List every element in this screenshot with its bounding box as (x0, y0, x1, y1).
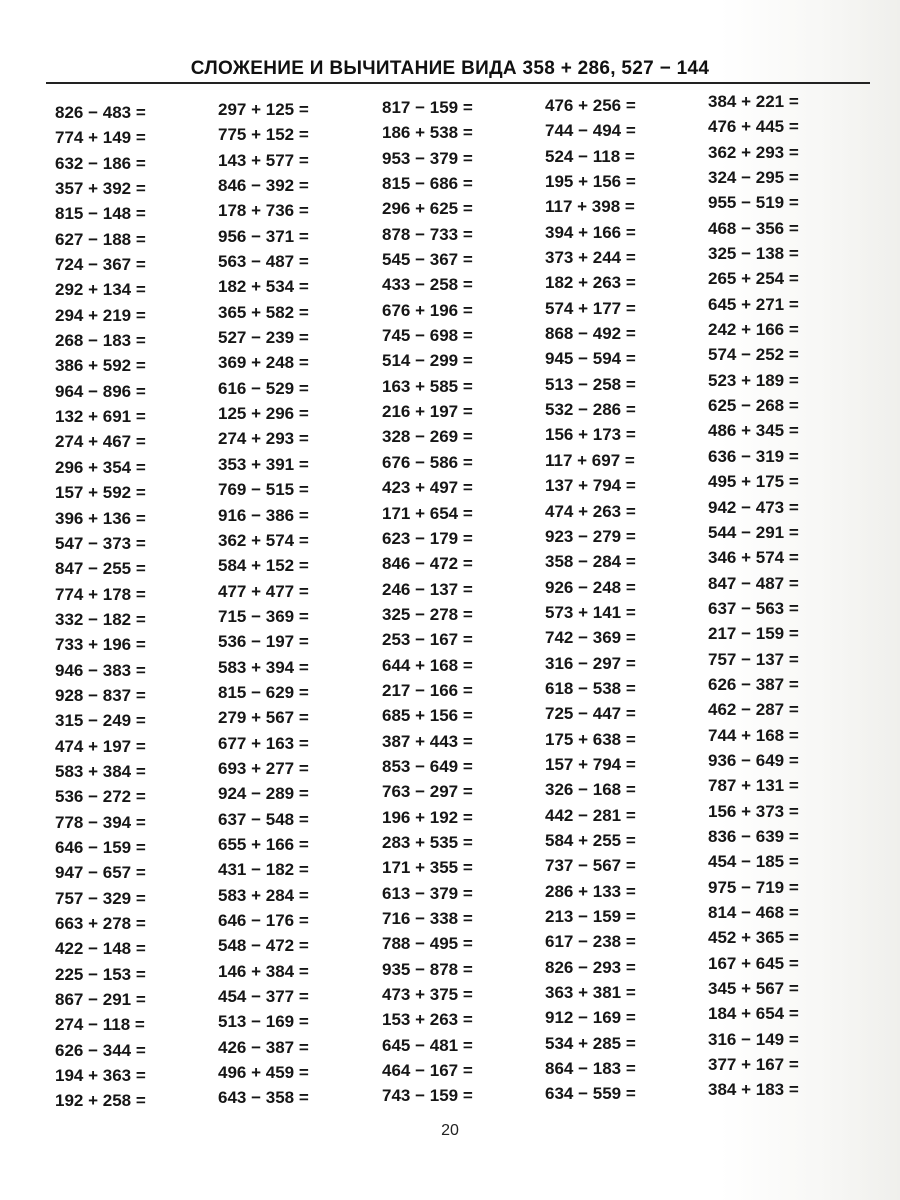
exercise-item: 157 + 592 = (55, 483, 146, 503)
exercise-item: 184 + 654 = (708, 1004, 799, 1024)
exercise-item: 316 − 297 = (545, 653, 636, 673)
title-underline (46, 82, 870, 84)
exercise-item: 296 + 354 = (55, 457, 146, 477)
exercise-item: 924 − 289 = (218, 784, 309, 804)
exercise-item: 523 + 189 = (708, 370, 799, 390)
exercise-item: 362 + 293 = (708, 142, 799, 162)
exercise-item: 253 − 167 = (382, 630, 473, 650)
exercise-item: 217 − 166 = (382, 680, 473, 700)
exercise-item: 916 − 386 = (218, 505, 309, 525)
exercise-item: 868 − 492 = (545, 324, 636, 344)
exercise-item: 926 − 248 = (545, 577, 636, 597)
exercise-item: 442 − 281 = (545, 805, 636, 825)
exercise-item: 814 − 468 = (708, 903, 799, 922)
exercise-item: 454 − 377 = (218, 987, 309, 1007)
exercise-item: 315 − 249 = (55, 711, 146, 731)
exercise-item: 935 − 878 = (382, 959, 473, 979)
exercise-item: 137 + 794 = (545, 476, 636, 496)
exercise-item: 268 − 183 = (55, 331, 146, 351)
exercise-item: 645 + 271 = (708, 294, 799, 314)
exercise-item: 474 + 263 = (545, 501, 636, 521)
exercise-item: 365 + 582 = (218, 302, 309, 322)
exercise-item: 928 − 837 = (55, 685, 146, 705)
exercise-item: 332 − 182 = (55, 609, 146, 629)
exercise-item: 645 − 481 = (382, 1035, 473, 1055)
exercise-item: 345 + 567 = (708, 979, 799, 999)
exercise-item: 815 − 629 = (218, 682, 309, 702)
exercise-item: 132 + 691 = (55, 407, 146, 427)
exercise-item: 636 − 319 = (708, 446, 799, 466)
exercise-item: 655 + 166 = (218, 834, 309, 854)
exercise-item: 286 + 133 = (545, 881, 636, 901)
exercise-item: 774 + 149 = (55, 128, 146, 148)
exercise-item: 296 + 625 = (382, 199, 473, 219)
exercise-item: 545 − 367 = (382, 250, 473, 270)
exercise-item: 693 + 277 = (218, 758, 309, 778)
exercise-column-4 (545, 93, 705, 1107)
exercise-item: 325 − 278 = (382, 604, 473, 624)
exercise-item: 956 − 371 = (218, 226, 309, 246)
exercise-item: 274 + 293 = (218, 429, 309, 449)
exercise-item: 182 + 534 = (218, 277, 309, 297)
exercise-item: 476 + 445 = (708, 117, 799, 137)
exercise-item: 194 + 363 = (55, 1066, 146, 1086)
exercise-item: 363 + 381 = (545, 983, 636, 1003)
exercise-item: 246 − 137 = (382, 579, 473, 599)
exercise-item: 817 − 159 = (382, 98, 473, 117)
exercise-item: 384 + 183 = (708, 1080, 799, 1100)
exercise-column-3 (382, 95, 542, 1109)
exercise-item: 192 + 258 = (55, 1091, 146, 1111)
exercise-item: 292 + 134 = (55, 280, 146, 300)
exercise-item: 362 + 574 = (218, 530, 309, 550)
exercise-item: 737 − 567 = (545, 856, 636, 876)
exercise-item: 778 − 394 = (55, 812, 146, 832)
exercise-item: 431 − 182 = (218, 860, 309, 880)
exercise-item: 396 + 136 = (55, 508, 146, 528)
exercise-item: 524 − 118 = (545, 146, 635, 166)
exercise-item: 464 − 167 = (382, 1061, 473, 1081)
exercise-item: 634 − 559 = (545, 1084, 636, 1104)
exercise-item: 583 + 394 = (218, 657, 309, 677)
exercise-item: 495 + 175 = (708, 472, 799, 492)
exercise-item: 513 − 169 = (218, 1012, 309, 1032)
exercise-item: 574 − 252 = (708, 345, 799, 365)
exercise-column-2 (218, 97, 378, 1111)
exercise-item: 583 + 284 = (218, 885, 309, 905)
exercise-item: 324 − 295 = (708, 168, 799, 188)
exercise-item: 583 + 384 = (55, 761, 146, 781)
exercise-item: 387 + 443 = (382, 731, 473, 751)
exercise-item: 744 − 494 = (545, 121, 636, 141)
exercise-item: 156 + 373 = (708, 801, 799, 821)
exercise-item: 923 − 279 = (545, 526, 636, 546)
exercise-item: 953 − 379 = (382, 148, 473, 168)
exercise-item: 279 + 567 = (218, 708, 309, 728)
exercise-item: 283 + 535 = (382, 832, 473, 852)
exercise-item: 775 + 152 = (218, 125, 309, 145)
exercise-item: 626 − 387 = (708, 674, 799, 694)
exercise-item: 325 − 138 = (708, 244, 799, 264)
exercise-item: 346 + 574 = (708, 548, 799, 568)
exercise-item: 912 − 169 = (545, 1008, 636, 1028)
exercise-item: 975 − 719 = (708, 877, 799, 897)
exercise-item: 744 + 168 = (708, 725, 799, 745)
exercise-item: 216 + 197 = (382, 402, 473, 422)
exercise-item: 946 − 383 = (55, 660, 146, 680)
exercise-item: 163 + 585 = (382, 376, 473, 396)
exercise-item: 745 − 698 = (382, 326, 473, 346)
exercise-item: 476 + 256 = (545, 96, 636, 115)
exercise-item: 353 + 391 = (218, 454, 309, 474)
exercise-item: 486 + 345 = (708, 421, 799, 441)
exercise-item: 826 − 293 = (545, 957, 636, 977)
exercise-item: 422 − 148 = (55, 939, 146, 959)
exercise-item: 625 − 268 = (708, 396, 799, 416)
exercise-item: 496 + 459 = (218, 1063, 309, 1083)
exercise-item: 725 − 447 = (545, 704, 636, 724)
exercise-item: 153 + 263 = (382, 1010, 473, 1030)
exercise-item: 774 + 178 = (55, 584, 146, 604)
exercise-item: 274 + 467 = (55, 432, 146, 452)
exercise-item: 452 + 365 = (708, 928, 799, 948)
exercise-item: 853 − 649 = (382, 756, 473, 776)
exercise-item: 182 + 263 = (545, 273, 636, 293)
exercise-item: 757 − 137 = (708, 649, 799, 669)
exercise-item: 196 + 192 = (382, 807, 473, 827)
exercise-item: 936 − 649 = (708, 750, 799, 770)
exercise-item: 242 + 166 = (708, 320, 799, 340)
exercise-item: 468 − 356 = (708, 218, 799, 238)
exercise-item: 117 + 398 = (545, 197, 635, 217)
exercise-item: 527 − 239 = (218, 328, 309, 348)
exercise-item: 846 − 392 = (218, 176, 309, 196)
exercise-item: 563 − 487 = (218, 252, 309, 272)
exercise-item: 743 − 159 = (382, 1086, 473, 1106)
exercise-item: 757 − 329 = (55, 888, 146, 908)
exercise-item: 584 + 152 = (218, 556, 309, 576)
exercise-item: 477 + 477 = (218, 581, 309, 601)
exercise-item: 426 − 387 = (218, 1037, 309, 1057)
exercise-item: 377 + 167 = (708, 1055, 799, 1075)
exercise-item: 637 − 548 = (218, 809, 309, 829)
exercise-item: 175 + 638 = (545, 729, 636, 749)
exercise-item: 826 − 483 = (55, 103, 146, 122)
exercise-item: 955 − 519 = (708, 193, 799, 213)
exercise-item: 548 − 472 = (218, 936, 309, 956)
exercise-item: 213 − 159 = (545, 907, 636, 926)
exercise-item: 836 − 639 = (708, 826, 799, 846)
exercise-item: 676 + 196 = (382, 300, 473, 320)
exercise-item: 294 + 219 = (55, 305, 146, 325)
exercise-item: 846 − 472 = (382, 554, 473, 574)
exercise-item: 225 − 153 = (55, 964, 146, 984)
exercise-item: 613 − 379 = (382, 883, 473, 903)
exercise-item: 143 + 577 = (218, 150, 309, 170)
exercise-item: 186 + 538 = (382, 123, 473, 143)
exercise-item: 742 − 369 = (545, 628, 636, 648)
exercise-item: 716 − 338 = (382, 909, 473, 928)
page-number: 20 (441, 1122, 459, 1139)
exercise-item: 637 − 563 = (708, 598, 799, 618)
exercise-item: 643 − 358 = (218, 1088, 309, 1108)
exercise-item: 627 − 188 = (55, 229, 146, 249)
exercise-item: 125 + 296 = (218, 404, 309, 424)
exercise-item: 787 + 131 = (708, 776, 799, 796)
exercise-item: 618 − 538 = (545, 678, 636, 698)
exercise-item: 574 + 177 = (545, 298, 636, 318)
exercise-item: 677 + 163 = (218, 733, 309, 753)
exercise-item: 584 + 255 = (545, 830, 636, 850)
exercise-item: 945 − 594 = (545, 349, 636, 369)
exercise-item: 454 − 185 = (708, 852, 799, 872)
exercise-item: 534 + 285 = (545, 1033, 636, 1053)
exercise-item: 573 + 141 = (545, 602, 636, 622)
exercise-item: 423 + 497 = (382, 478, 473, 498)
exercise-item: 715 − 369 = (218, 606, 309, 626)
exercise-item: 178 + 736 = (218, 201, 309, 221)
exercise-item: 316 − 149 = (708, 1029, 799, 1049)
exercise-item: 815 − 148 = (55, 204, 146, 224)
exercise-item: 847 − 255 = (55, 559, 146, 579)
exercise-item: 156 + 173 = (545, 425, 636, 445)
exercise-item: 623 − 179 = (382, 528, 473, 548)
exercise-item: 632 − 186 = (55, 153, 146, 173)
exercise-item: 513 − 258 = (545, 374, 636, 394)
exercise-item: 297 + 125 = (218, 100, 309, 119)
exercise-item: 724 − 367 = (55, 255, 146, 275)
exercise-item: 384 + 221 = (708, 92, 799, 111)
exercise-item: 146 + 384 = (218, 961, 309, 981)
exercise-item: 878 − 733 = (382, 224, 473, 244)
exercise-item: 474 + 197 = (55, 736, 146, 756)
exercise-item: 536 − 272 = (55, 787, 146, 807)
exercise-item: 167 + 645 = (708, 953, 799, 973)
exercise-item: 328 − 269 = (382, 427, 473, 447)
exercise-item: 117 + 697 = (545, 450, 635, 470)
exercise-item: 685 + 156 = (382, 706, 473, 726)
exercise-item: 473 + 375 = (382, 985, 473, 1005)
exercise-item: 733 + 196 = (55, 635, 146, 655)
exercise-item: 663 + 278 = (55, 914, 146, 933)
exercise-item: 626 − 344 = (55, 1040, 146, 1060)
exercise-item: 386 + 592 = (55, 356, 146, 376)
exercise-item: 815 − 686 = (382, 174, 473, 194)
exercise-item: 676 − 586 = (382, 452, 473, 472)
exercise-item: 217 − 159 = (708, 624, 799, 644)
exercise-item: 544 − 291 = (708, 522, 799, 542)
exercise-item: 358 − 284 = (545, 552, 636, 572)
exercise-item: 947 − 657 = (55, 863, 146, 883)
exercise-item: 433 − 258 = (382, 275, 473, 295)
exercise-item: 646 − 159 = (55, 837, 146, 857)
exercise-column-1 (55, 100, 215, 1114)
exercise-item: 326 − 168 = (545, 780, 636, 800)
exercise-item: 788 − 495 = (382, 934, 473, 954)
exercise-item: 644 + 168 = (382, 655, 473, 675)
exercise-item: 532 − 286 = (545, 400, 636, 420)
exercise-column-5 (708, 89, 868, 1103)
exercise-item: 357 + 392 = (55, 179, 146, 199)
exercise-item: 616 − 529 = (218, 378, 309, 398)
exercise-item: 171 + 355 = (382, 858, 473, 878)
exercise-item: 274 − 118 = (55, 1015, 145, 1035)
exercise-item: 171 + 654 = (382, 503, 473, 523)
exercise-item: 769 − 515 = (218, 480, 309, 500)
exercise-item: 646 − 176 = (218, 911, 309, 930)
exercise-item: 157 + 794 = (545, 754, 636, 774)
exercise-item: 536 − 197 = (218, 632, 309, 652)
exercise-item: 847 − 487 = (708, 573, 799, 593)
exercise-item: 514 − 299 = (382, 351, 473, 371)
exercise-item: 394 + 166 = (545, 222, 636, 242)
exercise-item: 867 − 291 = (55, 990, 146, 1010)
page-title: СЛОЖЕНИЕ И ВЫЧИТАНИЕ ВИДА 358 + 286, 527 − 144 (190, 58, 710, 79)
exercise-item: 265 + 254 = (708, 269, 799, 289)
exercise-item: 964 − 896 = (55, 381, 146, 401)
exercise-item: 369 + 248 = (218, 353, 309, 373)
exercise-item: 462 − 287 = (708, 700, 799, 720)
exercise-item: 373 + 244 = (545, 248, 636, 268)
exercise-item: 195 + 156 = (545, 172, 636, 192)
exercise-item: 547 − 373 = (55, 533, 146, 553)
exercise-item: 617 − 238 = (545, 932, 636, 952)
exercise-item: 763 − 297 = (382, 782, 473, 802)
exercise-item: 864 − 183 = (545, 1059, 636, 1079)
exercise-item: 942 − 473 = (708, 497, 799, 517)
